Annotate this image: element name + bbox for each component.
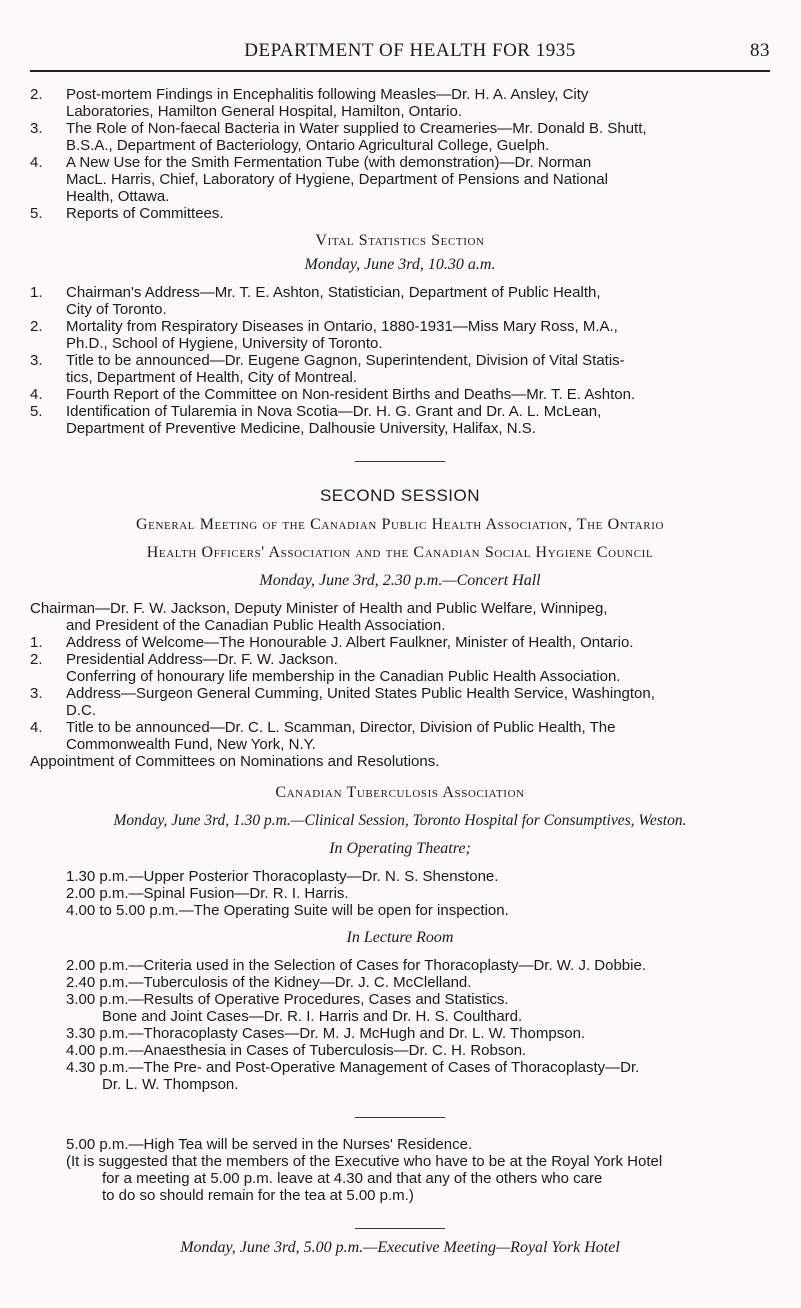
schedule-line: Bone and Joint Cases—Dr. R. I. Harris and Dr. H. S. Coulthard. [102, 1008, 523, 1025]
list-item [30, 284, 770, 318]
second-session-subheading: Monday, June 3rd, 2.30 p.m.—Concert Hall [259, 572, 541, 589]
text-line: 4. [30, 154, 43, 171]
text-line: to do so should remain for the tea at 5.00 p.m.) [102, 1187, 414, 1204]
text-line: Address of Welcome—The Honourable J. Albert Faulkner, Minister of Health, Ontario. [66, 634, 634, 651]
schedule-line: 2.00 p.m.—Criteria used in the Selection of Cases for Thoracoplasty—Dr. W. J. Dobbie. [66, 957, 646, 974]
first-list [30, 86, 770, 222]
list-item [30, 154, 770, 205]
text-line: The Role of Non-faecal Bacteria in Water supplied to Creameries—Mr. Donald B. Shutt, [66, 120, 647, 137]
text-line: Post-mortem Findings in Encephalitis following Measles—Dr. H. A. Ansley, City [66, 86, 589, 103]
operating-theatre-heading: In Operating Theatre; [329, 840, 471, 857]
list-item [30, 685, 770, 719]
text-line: 4. [30, 386, 43, 403]
list-item [30, 86, 770, 120]
list-item [30, 386, 770, 403]
item-body [66, 685, 770, 719]
item-body [66, 352, 770, 386]
item-body [66, 120, 770, 154]
schedule-line: 4.00 p.m.—Anaesthesia in Cases of Tuberculosis—Dr. C. H. Robson. [66, 1042, 527, 1059]
lecture-schedule [30, 957, 770, 1093]
text-line: 5. [30, 403, 43, 420]
spacer [30, 919, 770, 929]
text-line: Health, Ottawa. [66, 188, 170, 205]
text-line: Reports of Committees. [66, 205, 224, 222]
spacer [30, 437, 770, 461]
item-body [66, 651, 770, 685]
text-line: Mortality from Respiratory Diseases in Ontario, 1880-1931—Miss Mary Ross, M.A., [66, 318, 618, 335]
text-line: Identification of Tularemia in Nova Scotia—Dr. H. G. Grant and Dr. A. L. McLean, [66, 403, 602, 420]
meeting-title-line-2: Health Officers' Association and the Canadian Social Hygiene Council [146, 544, 654, 561]
item-body [66, 719, 770, 753]
text-line: 5. [30, 205, 43, 222]
item-body [66, 205, 770, 222]
schedule-line: 4.00 to 5.00 p.m.—The Operating Suite will be open for inspection. [66, 902, 509, 919]
vital-statistics-heading: Vital Statistics Section [315, 232, 485, 249]
vital-statistics-subheading: Monday, June 3rd, 10.30 a.m. [304, 256, 496, 273]
schedule-line: 3.00 p.m.—Results of Operative Procedures, Cases and Statistics. [66, 991, 509, 1008]
spacer [30, 1118, 770, 1136]
list-item [30, 651, 770, 685]
page-header [30, 40, 770, 72]
text-line: B.S.A., Department of Bacteriology, Ontario Agricultural College, Guelph. [66, 137, 550, 154]
text-line: 3. [30, 685, 43, 702]
text-line: 3. [30, 120, 43, 137]
spacer [30, 1093, 770, 1117]
spacer [30, 590, 770, 600]
spacer [30, 1204, 770, 1228]
spacer [30, 802, 770, 812]
item-body [66, 634, 770, 651]
document-page [30, 40, 770, 1257]
text-line: MacL. Harris, Chief, Laboratory of Hygiene, Department of Pensions and National [66, 171, 608, 188]
tea-line: 5.00 p.m.—High Tea will be served in the Nurses' Residence. [66, 1136, 473, 1153]
operating-schedule [30, 868, 770, 919]
item-body [66, 403, 770, 437]
tb-association-heading: Canadian Tuberculosis Association [275, 784, 525, 801]
executive-meeting-line: Monday, June 3rd, 5.00 p.m.—Executive Meeting—Royal York Hotel [180, 1239, 620, 1256]
text-line: tics, Department of Health, City of Montreal. [66, 369, 357, 386]
tea-note: (It is suggested that the members of the Executive who have to be at the Royal York Hotel [66, 1153, 663, 1170]
running-title: DEPARTMENT OF HEALTH FOR 1935 [244, 40, 576, 61]
appointment-line: Appointment of Committees on Nominations and Resolutions. [30, 753, 440, 770]
text-line: D.C. [66, 702, 96, 719]
spacer [30, 1229, 770, 1239]
spacer [30, 506, 770, 516]
list-item [30, 634, 770, 651]
list-item [30, 120, 770, 154]
text-line: 3. [30, 352, 43, 369]
text-line: Fourth Report of the Committee on Non-resident Births and Deaths—Mr. T. E. Ashton. [66, 386, 636, 403]
item-body [66, 318, 770, 352]
text-line: Title to be announced—Dr. Eugene Gagnon, Superintendent, Division of Vital Statis- [66, 352, 625, 369]
text-line: Laboratories, Hamilton General Hospital, Hamilton, Ontario. [66, 103, 463, 120]
schedule-line: Dr. L. W. Thompson. [102, 1076, 239, 1093]
schedule-line: 1.30 p.m.—Upper Posterior Thoracoplasty—Dr. N. S. Shenstone. [66, 868, 499, 885]
spacer [30, 534, 770, 544]
schedule-line: 2.40 p.m.—Tuberculosis of the Kidney—Dr. J. C. McClelland. [66, 974, 472, 991]
spacer [30, 770, 770, 784]
spacer [30, 462, 770, 486]
spacer [30, 222, 770, 232]
meeting-title-line-1: General Meeting of the Canadian Public Health Association, The Ontario [135, 516, 665, 533]
text-line: 2. [30, 318, 43, 335]
spacer [30, 562, 770, 572]
text-line: Chairman's Address—Mr. T. E. Ashton, Statistician, Department of Public Health, [66, 284, 601, 301]
text-line: Ph.D., School of Hygiene, University of Toronto. [66, 335, 383, 352]
tea-block [30, 1136, 770, 1204]
text-line: 4. [30, 719, 43, 736]
spacer [30, 947, 770, 957]
text-line: 1. [30, 634, 43, 651]
second-session-program [30, 600, 770, 770]
item-body [66, 154, 770, 205]
lecture-room-heading: In Lecture Room [346, 929, 454, 946]
item-body [66, 386, 770, 403]
text-line: Chairman—Dr. F. W. Jackson, Deputy Minister of Health and Public Welfare, Winnipeg, [30, 600, 608, 617]
text-line: for a meeting at 5.00 p.m. leave at 4.30 and that any of the others who care [102, 1170, 603, 1187]
text-line: Address—Surgeon General Cumming, United States Public Health Service, Washington, [66, 685, 655, 702]
text-line: City of Toronto. [66, 301, 167, 318]
list-item [30, 403, 770, 437]
schedule-line: 3.30 p.m.—Thoracoplasty Cases—Dr. M. J. McHugh and Dr. L. W. Thompson. [66, 1025, 586, 1042]
text-line: Title to be announced—Dr. C. L. Scamman, Director, Division of Public Health, The [66, 719, 616, 736]
text-line: Commonwealth Fund, New York, N.Y. [66, 736, 316, 753]
vital-list [30, 284, 770, 437]
list-item [30, 719, 770, 753]
tb-subheading: Monday, June 3rd, 1.30 p.m.—Clinical Session, Toronto Hospital for Consumptives, Weston. [113, 812, 687, 829]
text-line: A New Use for the Smith Fermentation Tube (with demonstration)—Dr. Norman [66, 154, 592, 171]
text-line: and President of the Canadian Public Health Association. [66, 617, 446, 634]
page-number: 83 [750, 40, 770, 61]
chairman-line [30, 600, 770, 634]
item-body [66, 86, 770, 120]
text-line: Conferring of honourary life membership in the Canadian Public Health Association. [66, 668, 621, 685]
spacer [30, 858, 770, 868]
text-line: 2. [30, 86, 43, 103]
spacer [30, 830, 770, 840]
item-body [66, 284, 770, 318]
list-item [30, 205, 770, 222]
spacer [30, 274, 770, 284]
schedule-line: 2.00 p.m.—Spinal Fusion—Dr. R. I. Harris. [66, 885, 349, 902]
text-line: 1. [30, 284, 43, 301]
list-item [30, 352, 770, 386]
text-line: Presidential Address—Dr. F. W. Jackson. [66, 651, 338, 668]
list-item [30, 318, 770, 352]
text-line: Department of Preventive Medicine, Dalhousie University, Halifax, N.S. [66, 420, 536, 437]
text-line: 2. [30, 651, 43, 668]
schedule-line: 4.30 p.m.—The Pre- and Post-Operative Management of Cases of Thoracoplasty—Dr. [66, 1059, 640, 1076]
second-session-heading: SECOND SESSION [319, 486, 481, 505]
